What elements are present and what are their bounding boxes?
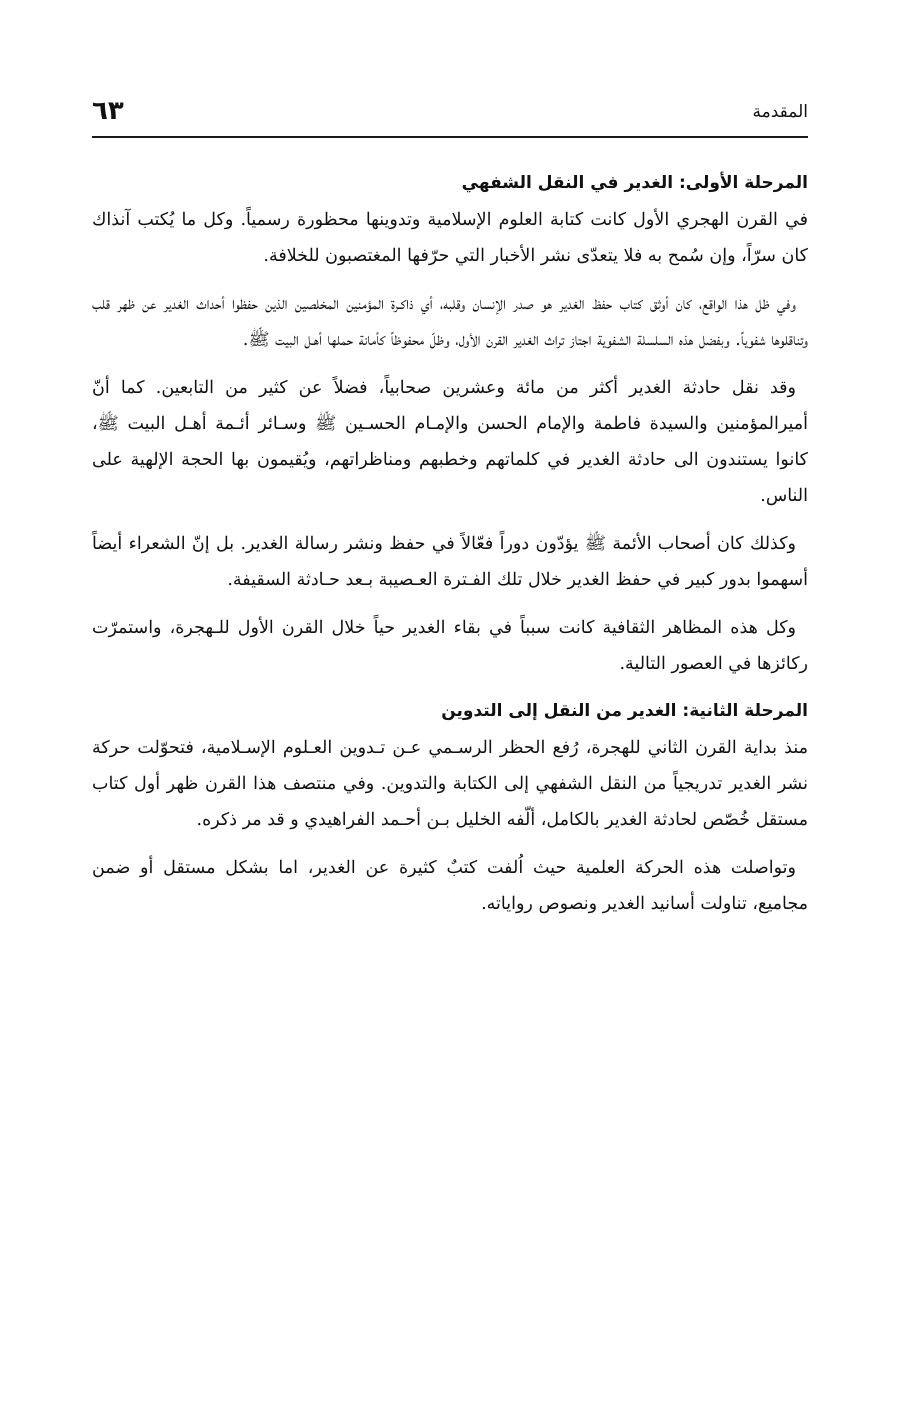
paragraph: وتواصلت هذه الحركة العلمية حيث اُلفت كتبٌ كثيرة عن الغدير، اما بشكل مستقل أو ضمن مجاميع، تناولت أسانيد الغدير ونصوص رواياته. <box>92 858 808 914</box>
paragraph: وكذلك كان أصحاب الأئمة ﷺ يؤدّون دوراً فعّالاً في حفظ ونشر رسالة الغدير. بل إنّ الشعراء أيضاً أسهموا بدور كبير في حفظ الغدير خلال تلك الفـترة العـصيبة بـعد حـادثة السقيفة. <box>92 534 808 590</box>
paragraph: وفي ظل هذا الواقع، كان أوثق كتاب حفظ الغدير هو صدر الإنسان وقلبه، أي ذاكـرة المؤمنين المخلصين الذين حفظوا أحداث الغدير عن ظهر قلب وتناقلوها شفوياً. وبفضل هذه السلسلة الشفوية اجتاز تراث الغدير القرن الأول، وظلّ محفوظاً كأمانة حملها أهـل البيت ﷺ. <box>92 294 808 350</box>
paragraph: في القرن الهجري الأول كانت كتابة العلوم الإسلامية وتدوينها محظورة رسمياً. وكل ما يُكتب آنذاك كان سرّاً، وإن سُمح به فلا يتعدّى نشر الأخبار التي حرّفها المغتصبون للخلافة. <box>92 210 808 266</box>
running-header-title: المقدمة <box>752 102 808 122</box>
book-page <box>92 0 808 1410</box>
running-header <box>92 96 808 138</box>
page-number: ٦٣ <box>92 96 124 126</box>
section-heading-stage-one: المرحلة الأولى: الغدير في النقل الشفهي <box>461 173 808 193</box>
paragraph: وقد نقل حادثة الغدير أكثر من مائة وعشرين صحابياً، فضلاً عن كثير من التابعين. كما أنّ أميرالمؤمنين والسيدة فاطمة والإمام الحسن والإمـام الحسـين ﷺ وسـائر أئـمة أهـل البيت ﷺ، كانوا يستندون الى حادثة الغدير في كلماتهم وخطبهم ومناظراتهم، ويُقيمون بها الحجة الإلهية على الناس. <box>92 378 808 506</box>
page-body <box>92 168 808 934</box>
paragraph: وكل هذه المظاهر الثقافية كانت سبباً في بقاء الغدير حياً خلال القرن الأول للـهجرة، واستمرّت ركائزها في العصور التالية. <box>92 618 808 674</box>
paragraph: منذ بداية القرن الثاني للهجرة، رُفع الحظر الرسـمي عـن تـدوين العـلوم الإسـلامية، فتحوّلت حركة نشر الغدير تدريجياً من النقل الشفهي إلى الكتابة والتدوين. وفي منتصف هذا القرن ظهر أول كتاب مستقل خُصّص لحادثة الغدير بالكامل، ألّفه الخليل بـن أحـمد الفراهيدي و قد مر ذكره. <box>92 738 808 830</box>
section-heading-stage-two: المرحلة الثانية: الغدير من النقل إلى التدوين <box>441 701 808 721</box>
